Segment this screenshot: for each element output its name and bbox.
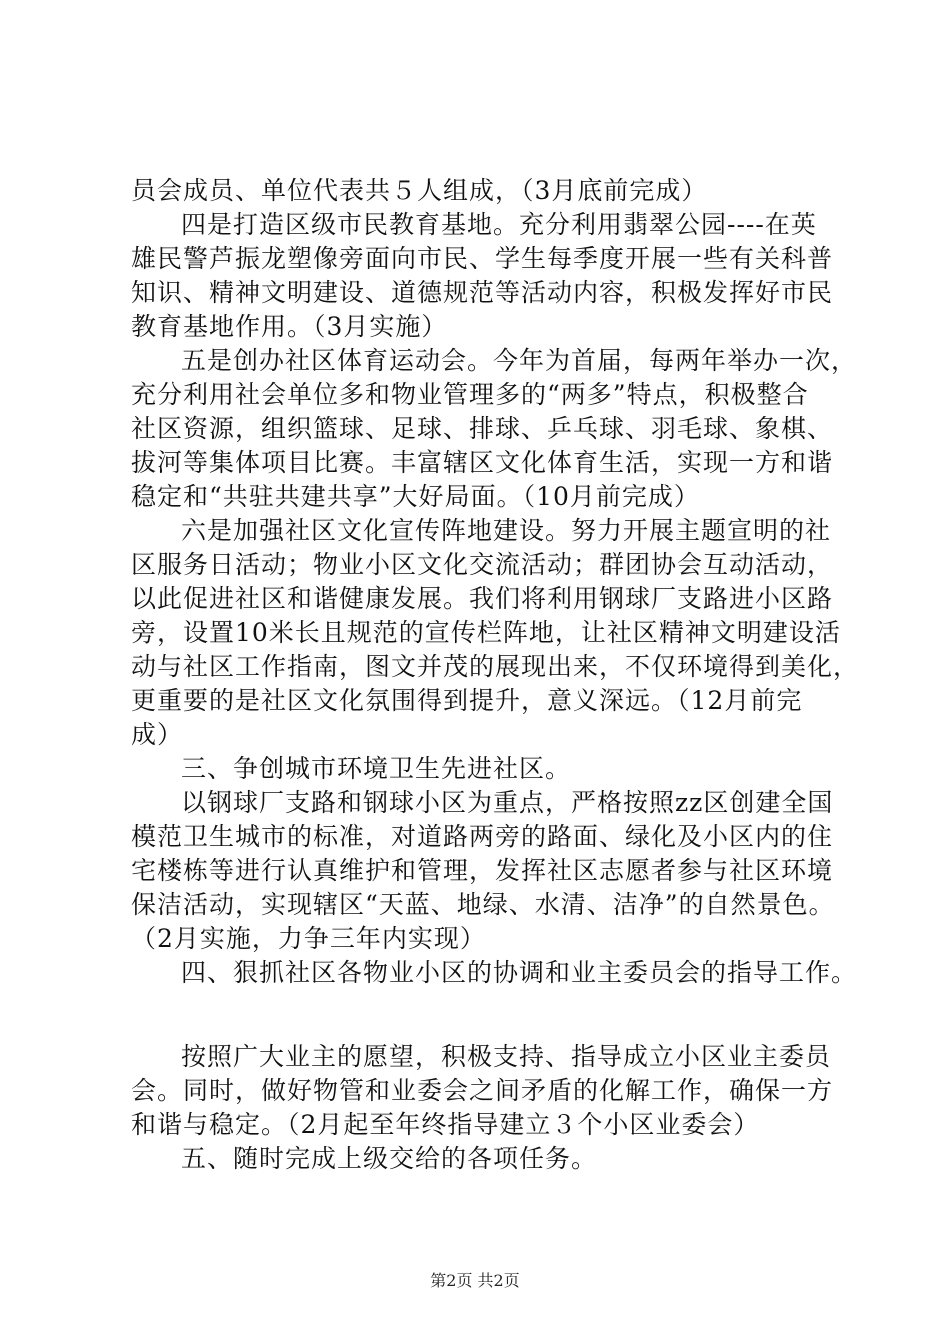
section-heading: 四、狠抓社区各物业小区的协调和业主委员会的指导工作。 xyxy=(181,958,858,987)
text-line: 拔河等集体项目比赛。丰富辖区文化体育生活，实现一方和谐 xyxy=(131,448,834,477)
text-line: 成） xyxy=(131,720,184,749)
text-line: 更重要的是社区文化氛围得到提升，意义深远。（12月前完 xyxy=(131,686,803,715)
text-line: 四是打造区级市民教育基地。充分利用翡翠公园----在英 xyxy=(181,210,817,239)
text-line: 和谐与稳定。（2月起至年终指导建立３个小区业委会） xyxy=(131,1110,760,1139)
text-line: （2月实施，力争三年内实现） xyxy=(131,924,486,953)
text-line: 教育基地作用。（3月实施） xyxy=(131,312,448,341)
text-line: 六是加强社区文化宣传阵地建设。努力开展主题宣明的社 xyxy=(181,516,832,545)
text-line: 会。同时，做好物管和业委会之间矛盾的化解工作，确保一方 xyxy=(131,1076,834,1105)
section-heading: 五、随时完成上级交给的各项任务。 xyxy=(181,1144,598,1173)
text-line: 五是创办社区体育运动会。今年为首届，每两年举办一次， xyxy=(181,346,858,375)
text-line: 社区资源，组织篮球、足球、排球、乒乓球、羽毛球、象棋、 xyxy=(131,414,834,443)
text-line: 稳定和“共驻共建共享”大好局面。（10月前完成） xyxy=(131,482,700,511)
text-line: 宅楼栋等进行认真维护和管理，发挥社区志愿者参与社区环境 xyxy=(131,856,834,885)
page-number-footer: 第2页 共2页 xyxy=(430,1271,520,1290)
text-line: 模范卫生城市的标准，对道路两旁的路面、绿化及小区内的住 xyxy=(131,822,834,851)
text-line: 员会成员、单位代表共５人组成，（3月底前完成） xyxy=(131,176,708,205)
text-line: 以此促进社区和谐健康发展。我们将利用钢球厂支路进小区路 xyxy=(131,584,834,613)
section-heading: 三、争创城市环境卫生先进社区。 xyxy=(181,754,572,783)
text-line: 区服务日活动；物业小区文化交流活动；群团协会互动活动， xyxy=(131,550,834,579)
text-line: 知识、精神文明建设、道德规范等活动内容，积极发挥好市民 xyxy=(131,278,834,307)
text-line: 旁，设置10米长且规范的宣传栏阵地，让社区精神文明建设活 xyxy=(131,618,841,647)
text-line: 保洁活动，实现辖区“天蓝、地绿、水清、洁净”的自然景色。 xyxy=(131,890,835,919)
text-line: 雄民警芦振龙塑像旁面向市民、学生每季度开展一些有关科普 xyxy=(131,244,834,273)
text-line: 充分利用社会单位多和物业管理多的“两多”特点，积极整合 xyxy=(131,380,809,409)
text-line: 按照广大业主的愿望，积极支持、指导成立小区业主委员 xyxy=(181,1042,832,1071)
text-line: 以钢球厂支路和钢球小区为重点，严格按照zz区创建全国 xyxy=(181,788,834,817)
text-line: 动与社区工作指南，图文并茂的展现出来，不仅环境得到美化， xyxy=(131,652,860,681)
